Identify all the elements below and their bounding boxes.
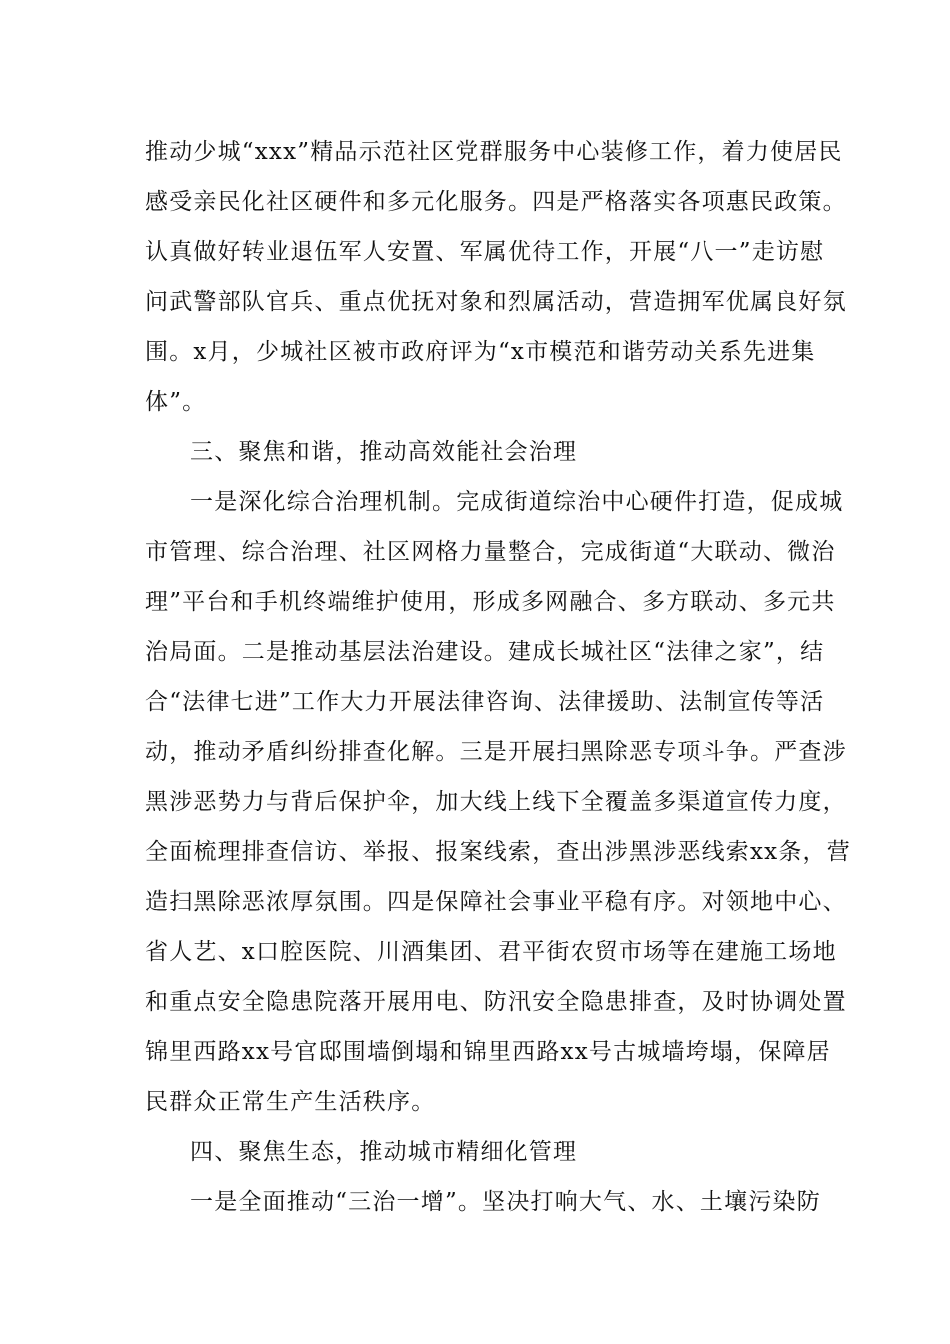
paragraph-line: 认真做好转业退伍军人安置、军属优待工作，开展“八一”走访慰 (145, 239, 825, 265)
paragraph-line: 感受亲民化社区硬件和多元化服务。四是严格落实各项惠民政策。 (145, 189, 847, 215)
paragraph-line: 围。x月，少城社区被市政府评为“x市模范和谐劳动关系先进集 (145, 339, 816, 365)
section-heading: 三、聚焦和谐，推动高效能社会治理 (190, 439, 578, 465)
paragraph-line: 省人艺、x口腔医院、川酒集团、君平街农贸市场等在建施工场地 (145, 939, 837, 965)
paragraph-line: 推动少城“xxx”精品示范社区党群服务中心装修工作，着力使居民 (145, 139, 843, 165)
paragraph-line: 一是全面推动“三治一增”。坚决打响大气、水、土壤污染防 (190, 1189, 821, 1215)
paragraph-line: 锦里西路xx号官邸围墙倒塌和锦里西路xx号古城墙垮塌，保障居 (145, 1039, 831, 1065)
paragraph-line: 动，推动矛盾纠纷排查化解。三是开展扫黑除恶专项斗争。严查涉 (145, 739, 847, 765)
paragraph-line: 市管理、综合治理、社区网格力量整合，完成街道“大联动、微治 (145, 539, 836, 565)
paragraph-line: 问武警部队官兵、重点优抚对象和烈属活动，营造拥军优属良好氛 (145, 289, 847, 315)
paragraph-line: 治局面。二是推动基层法治建设。建成长城社区“法律之家”，结 (145, 639, 825, 665)
paragraph-line: 一是深化综合治理机制。完成街道综治中心硬件打造，促成城 (190, 489, 844, 515)
paragraph-line: 理”平台和手机终端维护使用，形成多网融合、多方联动、多元共 (145, 589, 836, 615)
paragraph-line: 合“法律七进”工作大力开展法律咨询、法律援助、法制宣传等活 (145, 689, 825, 715)
paragraph-line: 民群众正常生产生活秩序。 (145, 1089, 436, 1115)
paragraph-line: 造扫黑除恶浓厚氛围。四是保障社会事业平稳有序。对领地中心、 (145, 889, 847, 915)
paragraph-line: 和重点安全隐患院落开展用电、防汛安全隐患排查，及时协调处置 (145, 989, 847, 1015)
paragraph-line: 黑涉恶势力与背后保护伞，加大线上线下全覆盖多渠道宣传力度， (145, 789, 847, 815)
section-heading: 四、聚焦生态，推动城市精细化管理 (190, 1139, 578, 1165)
paragraph-line: 全面梳理排查信访、举报、报案线索，查出涉黑涉恶线索xx条，营 (145, 839, 851, 865)
paragraph-line: 体”。 (145, 389, 207, 415)
